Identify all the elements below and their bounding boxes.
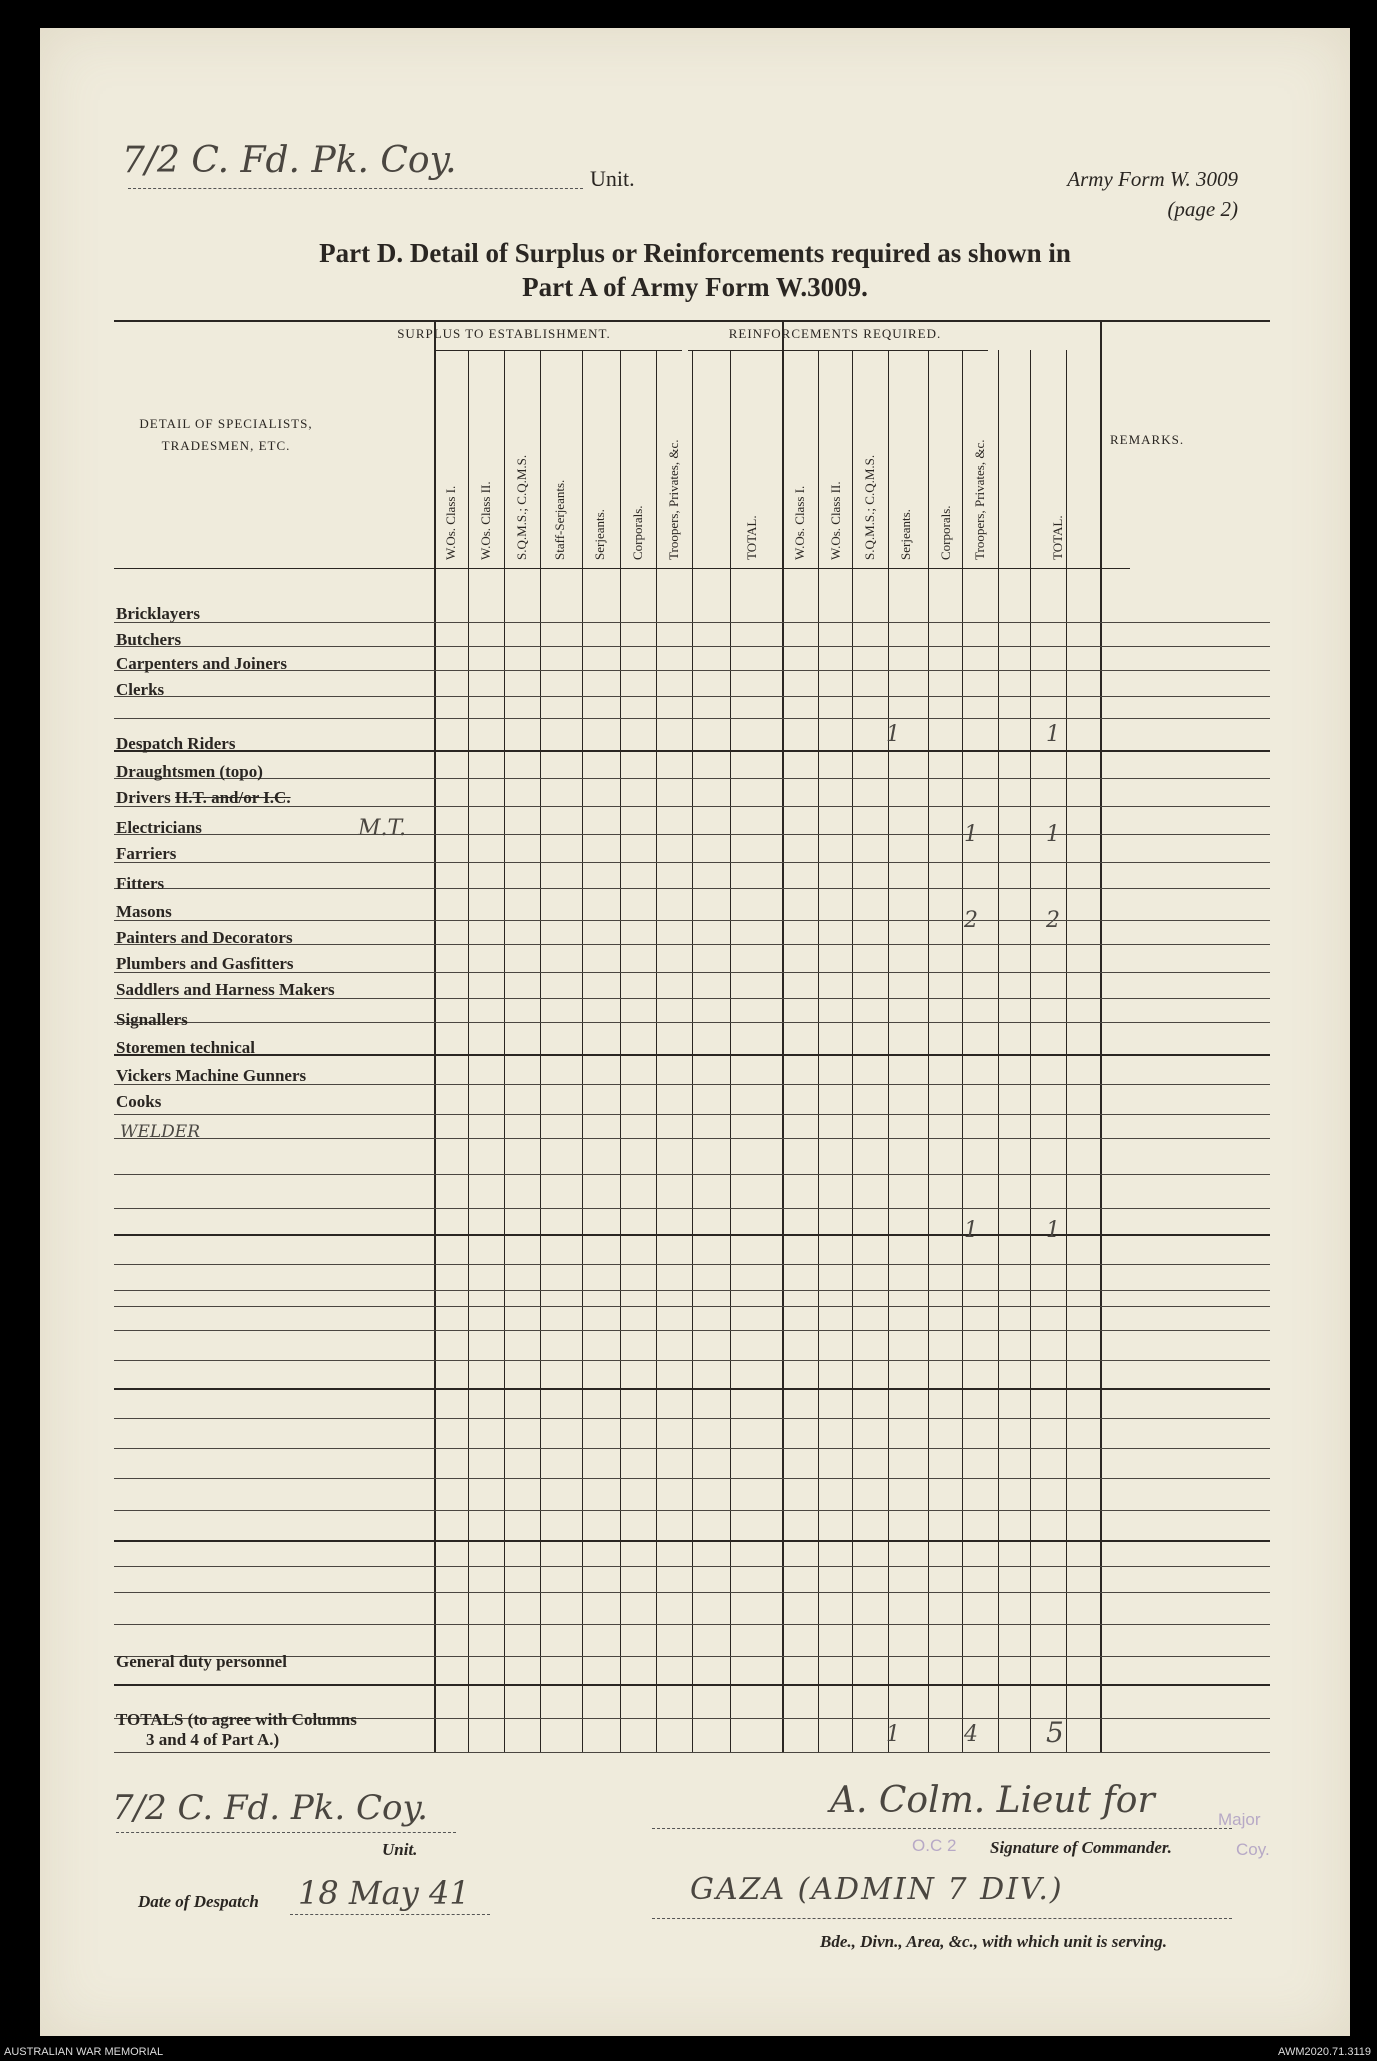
surplus-col-header-5: Corporals. bbox=[630, 505, 645, 560]
row-rule-1 bbox=[114, 646, 1270, 647]
reinf-col-header-1: W.Os. Class II. bbox=[828, 481, 843, 560]
unit-label: Unit. bbox=[590, 166, 635, 191]
signature-underline bbox=[652, 1828, 1232, 1829]
detail-header-text: DETAIL OF SPECIALISTS, TRADESMEN, ETC. bbox=[139, 416, 313, 453]
form-paper bbox=[40, 28, 1350, 2036]
footer-unit-handwritten: 7/2 C. Fd. Pk. Coy. bbox=[112, 1788, 428, 1828]
row-rule-21 bbox=[114, 1208, 1270, 1209]
row-label-9: Farriers bbox=[116, 844, 177, 863]
entry-blank-total: 1 bbox=[1046, 722, 1060, 747]
row-rule-10 bbox=[114, 888, 1270, 889]
column-rule-18 bbox=[1100, 320, 1102, 1752]
form-page-text: (page 2) bbox=[1167, 197, 1238, 221]
table-top-rule bbox=[114, 320, 1270, 322]
row-label-12: Painters and Decorators bbox=[116, 928, 293, 947]
row-rule-18 bbox=[114, 1114, 1270, 1115]
row-rule-33 bbox=[114, 1540, 1270, 1542]
row-label-13: Plumbers and Gasfitters bbox=[116, 954, 294, 973]
reinf-col-header-0: W.Os. Class I. bbox=[792, 485, 807, 560]
row-rule-27 bbox=[114, 1360, 1270, 1361]
row-rule-24 bbox=[114, 1290, 1270, 1291]
row-label-10: Fitters bbox=[116, 874, 165, 893]
entry-fitters-total: 2 bbox=[1046, 908, 1060, 933]
footer-unit-label: Unit. bbox=[382, 1840, 418, 1859]
totals-label bbox=[116, 1710, 357, 1750]
column-rule-9 bbox=[782, 320, 784, 1752]
row-rule-23 bbox=[114, 1264, 1270, 1265]
row-label-3: Clerks bbox=[116, 680, 165, 699]
reinf-col-header-2: S.Q.M.S.; C.Q.M.S. bbox=[862, 454, 877, 560]
entry-drivers-troopers: 1 bbox=[964, 822, 978, 847]
row-rule-29 bbox=[114, 1418, 1270, 1419]
unit-handwritten: 7/2 C. Fd. Pk. Coy. bbox=[122, 140, 457, 181]
row-rule-5 bbox=[114, 750, 1270, 752]
row-label-0: Bricklayers bbox=[116, 604, 201, 623]
row-label-1: Butchers bbox=[116, 630, 182, 649]
date-underline bbox=[290, 1914, 490, 1915]
header-bottom-rule bbox=[114, 568, 1130, 569]
row-rule-2 bbox=[114, 670, 1270, 671]
row-rule-15 bbox=[114, 1022, 1270, 1023]
row-label-5: Despatch Riders bbox=[116, 734, 236, 753]
totals-line2: 3 and 4 of Part A.) bbox=[146, 1730, 280, 1749]
date-label: Date of Despatch bbox=[138, 1892, 259, 1911]
surplus-col-header-4: Serjeants. bbox=[592, 509, 607, 560]
row-label-6: Draughtsmen (topo) bbox=[116, 762, 263, 781]
entry-fitters-troopers: 2 bbox=[964, 908, 978, 933]
row-rule-40 bbox=[114, 1752, 1270, 1753]
row-rule-16 bbox=[114, 1054, 1270, 1056]
army-form-number bbox=[1067, 164, 1238, 224]
entry-totals-total: 5 bbox=[1046, 1716, 1064, 1749]
row-rule-26 bbox=[114, 1330, 1270, 1331]
signature-label: Signature of Commander. bbox=[990, 1838, 1172, 1857]
row-label-11: Masons bbox=[116, 902, 172, 921]
credit-right: AWM2020.71.3119 bbox=[1278, 2046, 1371, 2058]
remarks-header: REMARKS. bbox=[1110, 432, 1185, 447]
surplus-col-header-3: Staff-Serjeants. bbox=[552, 479, 567, 560]
row-rule-8 bbox=[114, 834, 1270, 835]
surplus-header-rule bbox=[434, 350, 682, 351]
title-line2: Part A of Army Form W.3009. bbox=[522, 272, 868, 302]
row-rule-19 bbox=[114, 1138, 1270, 1139]
row-rule-4 bbox=[114, 718, 1270, 719]
location-underline bbox=[652, 1918, 1232, 1919]
row-rule-9 bbox=[114, 862, 1270, 863]
row-rule-20 bbox=[114, 1174, 1270, 1175]
location-label: Bde., Divn., Area, &c., with which unit is serving. bbox=[820, 1932, 1167, 1951]
row-rule-25 bbox=[114, 1306, 1270, 1307]
entry-drivers-total: 1 bbox=[1046, 822, 1060, 847]
detail-header bbox=[116, 413, 336, 457]
stamp-coy: Coy. bbox=[1236, 1840, 1270, 1859]
surplus-col-header-8: TOTAL. bbox=[744, 515, 759, 560]
row-label-15: Signallers bbox=[116, 1010, 188, 1029]
row-rule-32 bbox=[114, 1510, 1270, 1511]
form-number-text: Army Form W. 3009 bbox=[1067, 167, 1238, 191]
row-label-18: Cooks bbox=[116, 1092, 162, 1111]
signature-handwritten: A. Colm. Lieut for bbox=[830, 1780, 1155, 1821]
title-line1: Part D. Detail of Surplus or Reinforcements required as shown in bbox=[319, 238, 1071, 268]
row-label-8: Electricians bbox=[116, 818, 202, 837]
entry-totals-serjeants: 1 bbox=[886, 1722, 900, 1747]
surplus-col-header-0: W.Os. Class I. bbox=[443, 485, 458, 560]
surplus-col-header-2: S.Q.M.S.; C.Q.M.S. bbox=[514, 454, 529, 560]
row-rule-34 bbox=[114, 1566, 1270, 1567]
row-label-2: Carpenters and Joiners bbox=[116, 654, 287, 673]
row-rule-38 bbox=[114, 1684, 1270, 1686]
unit-underline bbox=[128, 188, 583, 189]
row-rule-6 bbox=[114, 778, 1270, 779]
form-title bbox=[40, 236, 1350, 304]
row-rule-22 bbox=[114, 1234, 1270, 1236]
row-rule-11 bbox=[114, 920, 1270, 921]
row-rule-30 bbox=[114, 1448, 1270, 1449]
row-label-14: Saddlers and Harness Makers bbox=[116, 980, 335, 999]
row-label-7: Drivers H.T. and/or I.C. bbox=[116, 788, 291, 807]
row-rule-36 bbox=[114, 1624, 1270, 1625]
surplus-col-header-6: Troopers, Privates, &c. bbox=[666, 439, 681, 560]
reinf-col-header-5: Troopers, Privates, &c. bbox=[972, 439, 987, 560]
row-rule-3 bbox=[114, 696, 1270, 697]
stamp-oc: O.C 2 bbox=[912, 1836, 957, 1855]
entry-totals-troopers: 4 bbox=[964, 1722, 978, 1747]
reinf-col-header-7: TOTAL. bbox=[1050, 515, 1065, 560]
reinforcements-header: REINFORCEMENTS REQUIRED. bbox=[728, 326, 942, 341]
drivers-mt-note: M.T. bbox=[358, 816, 406, 841]
column-rule-0 bbox=[434, 320, 436, 1752]
general-duty-label: General duty personnel bbox=[116, 1652, 287, 1671]
location-handwritten: GAZA (ADMIN 7 DIV.) bbox=[690, 1872, 1064, 1907]
entry-blank-serjeants: 1 bbox=[886, 722, 900, 747]
row-rule-28 bbox=[114, 1388, 1270, 1390]
reinf-col-header-3: Serjeants. bbox=[898, 509, 913, 560]
row-rule-0 bbox=[114, 622, 1270, 623]
totals-line1: TOTALS (to agree with Columns bbox=[116, 1710, 357, 1729]
surplus-col-header-1: W.Os. Class II. bbox=[478, 481, 493, 560]
row-rule-37 bbox=[114, 1656, 1270, 1657]
date-handwritten: 18 May 41 bbox=[298, 1874, 470, 1912]
credit-left: AUSTRALIAN WAR MEMORIAL bbox=[4, 2046, 164, 2058]
entry-welder-troopers: 1 bbox=[964, 1218, 978, 1243]
stamp-major: Major bbox=[1218, 1810, 1261, 1829]
footer-unit-underline bbox=[116, 1832, 456, 1833]
surplus-header: SURPLUS TO ESTABLISHMENT. bbox=[397, 326, 611, 341]
entry-welder-total: 1 bbox=[1046, 1218, 1060, 1243]
reinf-col-header-4: Corporals. bbox=[938, 505, 953, 560]
row-label-16: Storemen technical bbox=[116, 1038, 255, 1057]
row-label-17: Vickers Machine Gunners bbox=[116, 1066, 307, 1085]
row-label-19: WELDER bbox=[120, 1122, 201, 1142]
reinf-header-rule bbox=[688, 350, 988, 351]
row-rule-31 bbox=[114, 1478, 1270, 1479]
row-rule-35 bbox=[114, 1592, 1270, 1593]
